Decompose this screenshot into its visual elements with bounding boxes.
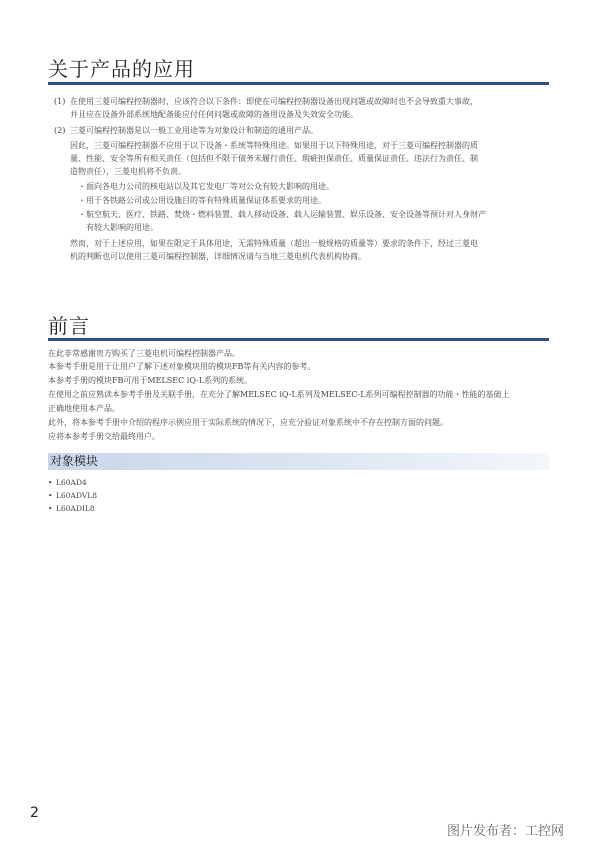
subsection-title-target-modules: 对象模块 [50,454,99,468]
preface-line: 本参考手册的模块FB可用于MELSEC iQ-L系列的系统。 [48,376,253,385]
module-name: L60ADIL8 [56,504,95,513]
bullet-line: ・面向各电力公司的核电站以及其它发电厂等对公众有较大影响的用途。 [78,182,334,191]
paragraph-line: 并且应在设备外部系统地配备能应付任何问题或故障的备用设备及失效安全功能。 [70,110,358,119]
watermark: 图片发布者：工控网 [447,824,565,839]
paragraph-line: 造物责任），三菱电机将不负责。 [70,167,186,176]
section-divider [48,82,549,85]
section-title-product-application: 关于产品的应用 [48,57,195,81]
paragraph-line: 在使用三菱可编程控制器时，应该符合以下条件：即使在可编程控制器设备出现问题或故障时也不会导致重大事故， [70,97,478,106]
paragraph-line: 因此，三菱可编程控制器不应用于以下设备・系统等特殊用途。如果用于以下特殊用途，对于三菱可编程控制器的质 [70,141,478,150]
module-name: L60ADVL8 [56,491,97,500]
section-title-preface: 前言 [48,314,90,338]
module-list-item [48,490,97,502]
bullet-line: ・航空航天、医疗、铁路、焚烧・燃料装置、载人移动设备、载人运输装置、娱乐设备、安全设备等预计对人身财产 [78,210,486,219]
preface-line: 此外，将本参考手册中介绍的程序示例应用于实际系统的情况下，应充分验证对象系统中不存在控制方面的问题。 [48,418,448,427]
paragraph-line: 然而，对于上述应用，如果在限定于具体用途，无需特殊质量（超出一般规格的质量等）要求的条件下，经过三菱电 [70,239,478,248]
paragraph-line: 三菱可编程控制器是以一般工业用途等为对象设计和制造的通用产品。 [70,126,318,135]
page-number: 2 [30,805,39,821]
subsection-header-bar [48,453,549,470]
module-name: L60AD4 [56,478,87,487]
preface-line: 在此非常感谢贵方购买了三菱电机可编程控制器产品。 [48,349,240,358]
item-number: (2) [54,126,66,135]
preface-line: 本参考手册是用于让用户了解下述对象模块用的模块FB等有关内容的参考。 [48,362,316,371]
module-list-item [48,477,87,489]
section-divider [48,338,549,341]
paragraph-line: 量、性能、安全等所有相关责任（包括但不限于债务未履行责任、瑕疵担保责任、质量保证责任、违法行为责任、制 [70,154,478,163]
preface-line: 应将本参考手册交给最终用户。 [48,432,160,441]
preface-line: 正确地使用本产品。 [48,404,120,413]
module-list-item [48,503,95,515]
item-number: (1) [54,97,66,106]
bullet-line: 有较大影响的用途。 [86,223,158,232]
bullet-icon: • [48,478,53,487]
bullet-line: ・用于各铁路公司或公用设施目的等有特殊质量保证体系要求的用途。 [78,196,326,205]
paragraph-line: 机的判断也可以使用三菱可编程控制器，详细情况请与当地三菱电机代表机构协商。 [70,252,366,261]
bullet-icon: • [48,491,53,500]
bullet-icon: • [48,504,53,513]
preface-line: 在使用之前应熟读本参考手册及关联手册，在充分了解MELSEC iQ-L系列及MELSEC-L系列可编程控制器的功能・性能的基础上 [48,390,510,399]
